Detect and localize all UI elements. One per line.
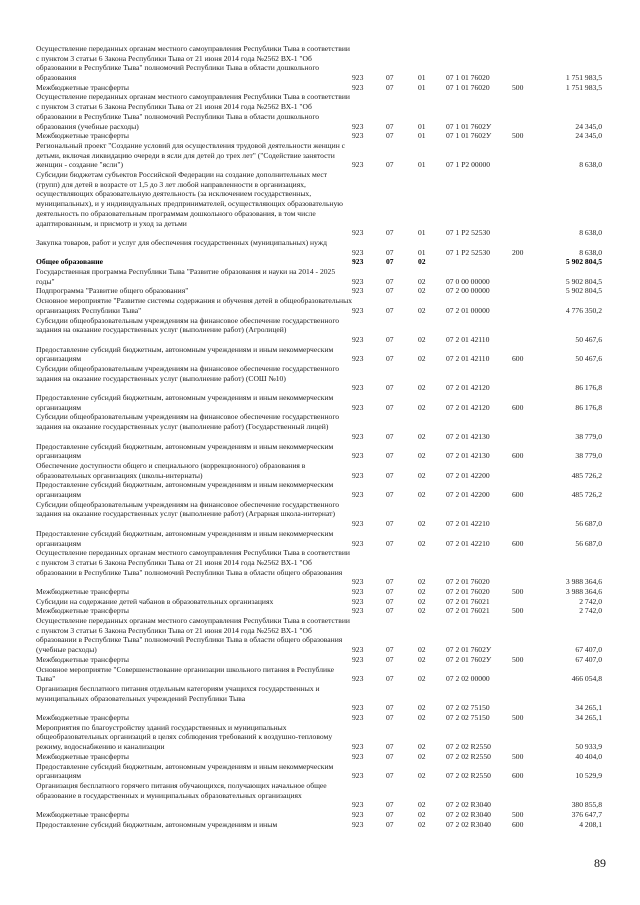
table-row <box>0 655 640 665</box>
table-row <box>0 316 640 345</box>
row-name: Межбюджетные трансферты <box>36 82 129 92</box>
row-subsection: 02 <box>418 490 426 500</box>
table-row <box>0 781 640 810</box>
row-name: Субсидии общеобразовательным учреждениям на финансовое обеспечение государственного задания на оказание государственных услуг (выполнение работ) (СОШ №10) <box>36 363 340 383</box>
row-subsection: 02 <box>418 305 426 315</box>
table-row <box>0 752 640 762</box>
table-row <box>0 131 640 141</box>
row-target-article: 07 1 01 7602У <box>446 121 492 131</box>
row-grbs: 923 <box>352 305 364 315</box>
row-subsection: 02 <box>418 800 426 810</box>
row-amount: 5 902 804,5 <box>565 276 602 286</box>
row-amount: 67 407,0 <box>575 645 602 655</box>
row-grbs: 923 <box>352 131 364 141</box>
table-row <box>0 529 640 548</box>
row-grbs: 923 <box>352 538 364 548</box>
row-section: 07 <box>386 751 394 761</box>
row-grbs: 923 <box>352 160 364 170</box>
table-row <box>0 480 640 499</box>
row-expense-type: 600 <box>512 538 524 548</box>
row-section: 07 <box>386 742 394 752</box>
row-name: Предоставление субсидий бюджетным, автономным учреждениям и иным некоммерческим организациям <box>36 480 334 500</box>
row-amount: 86 176,8 <box>575 402 602 412</box>
table-row <box>0 684 640 713</box>
row-section: 07 <box>386 451 394 461</box>
row-target-article: 07 2 01 42110 <box>446 334 490 344</box>
row-amount: 34 265,1 <box>575 703 602 713</box>
table-row <box>0 597 640 607</box>
row-subsection: 01 <box>418 73 426 83</box>
row-subsection: 02 <box>418 810 426 819</box>
row-name: Подпрограмма "Развитие общего образования" <box>36 286 189 296</box>
row-amount: 1 751 983,5 <box>565 73 602 83</box>
row-section: 07 <box>386 383 394 393</box>
row-section: 07 <box>386 354 394 364</box>
row-subsection: 02 <box>418 606 426 616</box>
table-row <box>0 267 640 286</box>
table-row <box>0 170 640 238</box>
row-section: 07 <box>386 470 394 480</box>
table-row <box>0 665 640 684</box>
table-row <box>0 616 640 655</box>
row-grbs: 923 <box>352 742 364 752</box>
row-subsection: 02 <box>418 257 426 267</box>
row-name: Субсидии общеобразовательным учреждениям на финансовое обеспечение государственного задания на оказание государственных услуг (выполнение работ) (Аграрная школа-интернат) <box>36 499 340 519</box>
row-grbs: 923 <box>352 354 364 364</box>
row-subsection: 02 <box>418 538 426 548</box>
row-grbs: 923 <box>352 470 364 480</box>
table-row <box>0 500 640 529</box>
table-row <box>0 364 640 393</box>
table-row <box>0 286 640 296</box>
row-grbs: 923 <box>352 228 364 238</box>
row-name: Предоставление субсидий бюджетным, автономным учреждениям и иным некоммерческим организациям <box>36 441 334 461</box>
row-target-article: 07 2 01 00000 <box>446 305 490 315</box>
row-target-article: 07 2 02 R3040 <box>446 800 491 810</box>
row-name: Межбюджетные трансферты <box>36 810 129 819</box>
row-amount: 8 638,0 <box>579 247 602 257</box>
row-grbs: 923 <box>352 402 364 412</box>
table-row <box>0 412 640 441</box>
row-target-article: 07 2 02 00000 <box>446 674 490 684</box>
table-row <box>0 296 640 315</box>
table-row <box>0 713 640 723</box>
row-target-article: 07 1 P2 52530 <box>446 228 491 238</box>
row-grbs: 923 <box>352 334 364 344</box>
row-amount: 56 687,0 <box>575 538 602 548</box>
row-target-article: 07 1 P2 52530 <box>446 247 491 257</box>
row-subsection: 02 <box>418 577 426 587</box>
row-name: Субсидии бюджетам субъектов Российской Федерации на создание дополнительных мест (групп) для детей в возрасте от 1,5 до 3 лет любой направленности в организациях, осуществляющих образовательную деятельность (за исключением государственных, муниципальных), и у индивидуальных предпринимателей, осуществляющих образовательную деятельность по образовательным программам дошкольного образования, в том числе адаптированным, и присмотр и уход за детьми <box>36 170 343 228</box>
row-target-article: 07 2 01 42210 <box>446 519 490 529</box>
row-name: Межбюджетные трансферты <box>36 654 129 664</box>
row-grbs: 923 <box>352 596 364 606</box>
row-subsection: 02 <box>418 519 426 529</box>
row-expense-type: 500 <box>512 713 524 723</box>
row-amount: 50 467,6 <box>575 354 602 364</box>
row-grbs: 923 <box>352 286 364 296</box>
row-expense-type: 600 <box>512 354 524 364</box>
row-amount: 5 902 804,5 <box>565 286 602 296</box>
row-grbs: 923 <box>352 703 364 713</box>
table-row <box>0 345 640 364</box>
row-section: 07 <box>386 160 394 170</box>
row-subsection: 01 <box>418 131 426 141</box>
row-name: Основное мероприятие "Развитие системы содержания и обучения детей в общеобразовательных организациях Республики Тыва" <box>36 296 353 315</box>
row-amount: 24 345,0 <box>575 131 602 141</box>
row-section: 07 <box>386 819 394 829</box>
table-row <box>0 92 640 131</box>
page-number: 89 <box>594 856 606 870</box>
row-subsection: 02 <box>418 334 426 344</box>
row-expense-type: 500 <box>512 751 524 761</box>
row-target-article: 07 1 01 7602У <box>446 131 492 141</box>
row-subsection: 02 <box>418 431 426 441</box>
row-grbs: 923 <box>352 810 364 819</box>
row-name: Организация бесплатного горячего питания обучающихся, получающих начальное общее образование в государственных и муниципальных образовательных организациях <box>36 780 327 800</box>
row-name: Предоставление субсидий бюджетным, автономным учреждениям и иным некоммерческим организациям <box>36 393 334 412</box>
row-subsection: 02 <box>418 470 426 480</box>
row-name: Межбюджетные трансферты <box>36 713 129 723</box>
row-section: 07 <box>386 810 394 819</box>
row-grbs: 923 <box>352 606 364 616</box>
row-subsection: 02 <box>418 451 426 461</box>
row-subsection: 01 <box>418 82 426 92</box>
row-section: 07 <box>386 247 394 257</box>
row-name: Межбюджетные трансферты <box>36 606 129 616</box>
row-amount: 3 988 364,6 <box>565 587 602 597</box>
row-amount: 2 742,0 <box>579 606 602 616</box>
row-expense-type: 500 <box>512 654 524 664</box>
table-row <box>0 461 640 480</box>
table-row <box>0 723 640 752</box>
row-name: Предоставление субсидий бюджетным, автономным учреждениям и иным некоммерческим организациям <box>36 528 334 548</box>
row-subsection: 02 <box>418 276 426 286</box>
row-expense-type: 500 <box>512 587 524 597</box>
row-amount: 50 933,9 <box>575 742 602 752</box>
row-section: 07 <box>386 645 394 655</box>
row-section: 07 <box>386 519 394 529</box>
row-name: Межбюджетные трансферты <box>36 131 129 141</box>
row-section: 07 <box>386 276 394 286</box>
row-amount: 67 407,0 <box>575 654 602 664</box>
row-grbs: 923 <box>352 247 364 257</box>
row-grbs: 923 <box>352 431 364 441</box>
row-subsection: 02 <box>418 402 426 412</box>
row-target-article: 07 2 02 R3040 <box>446 810 491 819</box>
row-name: Предоставление субсидий бюджетным, автономным учреждениям и иным <box>36 819 278 829</box>
row-grbs: 923 <box>352 276 364 286</box>
row-subsection: 02 <box>418 654 426 664</box>
row-section: 07 <box>386 800 394 810</box>
row-name: Межбюджетные трансферты <box>36 751 129 761</box>
row-amount: 380 855,8 <box>571 800 602 810</box>
row-name: Субсидии общеобразовательным учреждениям на финансовое обеспечение государственного задания на оказание государственных услуг (выполнение работ) (Агролицей) <box>36 315 340 335</box>
row-grbs: 923 <box>352 713 364 723</box>
row-name: Осуществление переданных органам местного самоуправления Республики Тыва в соответствии с пунктом 3 статьи 6 Закона Республики Тыва от 21 июня 2014 года №2562 ВХ-1 "Об образовании в Республике Тыва" полномочий Республики Тыва в области общего образования <box>36 548 350 577</box>
table-row <box>0 257 640 267</box>
row-amount: 3 988 364,6 <box>565 577 602 587</box>
row-section: 07 <box>386 606 394 616</box>
row-amount: 10 529,9 <box>575 771 602 781</box>
row-amount: 40 404,0 <box>575 751 602 761</box>
row-expense-type: 600 <box>512 771 524 781</box>
row-name: Региональный проект "Создание условий для осуществления трудовой деятельности женщин с детьми, включая ликвидацию очереди в ясли для детей до трех лет" ("Содействие занятости женщин - создание "ясли") <box>36 140 346 170</box>
row-name: Осуществление переданных органам местного самоуправления Республики Тыва в соответствии с пунктом 3 статьи 6 Закона Республики Тыва от 21 июня 2014 года №2562 ВХ-1 "Об образовании в Республике Тыва" полномочий Республики Тыва в области дошкольного образования <box>36 44 350 83</box>
row-section: 07 <box>386 431 394 441</box>
row-section: 07 <box>386 82 394 92</box>
row-section: 07 <box>386 131 394 141</box>
row-subsection: 02 <box>418 596 426 606</box>
row-amount: 38 779,0 <box>575 431 602 441</box>
row-target-article: 07 1 P2 00000 <box>446 160 491 170</box>
table-row <box>0 238 640 257</box>
row-grbs: 923 <box>352 577 364 587</box>
row-grbs: 923 <box>352 257 364 267</box>
row-name: Закупка товаров, работ и услуг для обеспечения государственных (муниципальных) нужд <box>36 237 327 247</box>
table-row <box>0 587 640 597</box>
row-grbs: 923 <box>352 800 364 810</box>
row-grbs: 923 <box>352 819 364 829</box>
row-target-article: 07 2 01 42130 <box>446 451 490 461</box>
row-target-article: 07 2 01 76021 <box>446 596 490 606</box>
row-grbs: 923 <box>352 383 364 393</box>
row-amount: 466 054,8 <box>571 674 602 684</box>
row-subsection: 02 <box>418 354 426 364</box>
row-subsection: 01 <box>418 247 426 257</box>
row-grbs: 923 <box>352 751 364 761</box>
row-target-article: 07 2 01 42210 <box>446 538 490 548</box>
row-grbs: 923 <box>352 645 364 655</box>
row-grbs: 923 <box>352 121 364 131</box>
row-subsection: 02 <box>418 751 426 761</box>
row-name: Межбюджетные трансферты <box>36 587 129 597</box>
row-grbs: 923 <box>352 654 364 664</box>
row-target-article: 07 2 01 42200 <box>446 490 490 500</box>
row-name: Предоставление субсидий бюджетным, автономным учреждениям и иным некоммерческим организациям <box>36 344 334 364</box>
row-subsection: 02 <box>418 771 426 781</box>
row-grbs: 923 <box>352 519 364 529</box>
row-name: Общее образование <box>36 257 104 267</box>
row-amount: 376 647,7 <box>571 810 602 819</box>
row-target-article: 07 2 01 76020 <box>446 577 490 587</box>
row-section: 07 <box>386 402 394 412</box>
row-subsection: 02 <box>418 742 426 752</box>
row-section: 07 <box>386 73 394 83</box>
row-section: 07 <box>386 334 394 344</box>
row-amount: 24 345,0 <box>575 121 602 131</box>
row-target-article: 07 2 01 42200 <box>446 470 490 480</box>
row-subsection: 02 <box>418 587 426 597</box>
row-amount: 1 751 983,5 <box>565 82 602 92</box>
table-row <box>0 548 640 587</box>
row-amount: 86 176,8 <box>575 383 602 393</box>
row-target-article: 07 2 02 R2550 <box>446 771 491 781</box>
row-target-article: 07 2 02 R2550 <box>446 742 491 752</box>
row-section: 07 <box>386 674 394 684</box>
row-name: Субсидии общеобразовательным учреждениям на финансовое обеспечение государственного задания на оказание государственных услуг (выполнение работ) (Государственный лицей) <box>36 412 340 432</box>
row-subsection: 02 <box>418 383 426 393</box>
row-target-article: 07 2 01 76021 <box>446 606 490 616</box>
row-section: 07 <box>386 538 394 548</box>
row-section: 07 <box>386 713 394 723</box>
row-amount: 485 726,2 <box>571 490 602 500</box>
row-grbs: 923 <box>352 451 364 461</box>
row-section: 07 <box>386 771 394 781</box>
row-expense-type: 500 <box>512 82 524 92</box>
row-grbs: 923 <box>352 82 364 92</box>
row-target-article: 07 2 02 75150 <box>446 713 490 723</box>
row-name: Осуществление переданных органам местного самоуправления Республики Тыва в соответствии с пунктом 3 статьи 6 Закона Республики Тыва от 21 июня 2014 года №2562 ВХ-1 "Об образовании в Республике Тыва" полномочий Республики Тыва в области общего образования (учебные расходы) <box>36 616 350 655</box>
row-section: 07 <box>386 286 394 296</box>
table-row <box>0 442 640 461</box>
row-expense-type: 600 <box>512 402 524 412</box>
row-expense-type: 500 <box>512 131 524 141</box>
row-name: Основное мероприятие "Совершенствование организации школьного питания в Республике Тыва" <box>36 664 334 684</box>
row-grbs: 923 <box>352 490 364 500</box>
row-subsection: 02 <box>418 286 426 296</box>
row-target-article: 07 2 01 7602У <box>446 645 492 655</box>
row-name: Организация бесплатного питания отдельным категориям учащихся государственных и муниципальных образовательных учреждений Республики Тыва <box>36 683 320 703</box>
table-row <box>0 44 640 83</box>
row-grbs: 923 <box>352 587 364 597</box>
row-subsection: 02 <box>418 645 426 655</box>
row-expense-type: 600 <box>512 490 524 500</box>
row-subsection: 02 <box>418 713 426 723</box>
row-expense-type: 500 <box>512 810 524 819</box>
row-name: Осуществление переданных органам местного самоуправления Республики Тыва в соответствии с пунктом 3 статьи 6 Закона Республики Тыва от 21 июня 2014 года №2562 ВХ-1 "Об образовании в Республике Тыва" полномочий Республики Тыва в области дошкольного образования (учебные расходы) <box>36 92 350 131</box>
row-target-article: 07 0 00 00000 <box>446 276 490 286</box>
row-subsection: 02 <box>418 819 426 829</box>
row-expense-type: 600 <box>512 819 524 829</box>
row-amount: 8 638,0 <box>579 160 602 170</box>
row-subsection: 02 <box>418 674 426 684</box>
row-amount: 4 208,1 <box>579 819 602 829</box>
row-expense-type: 600 <box>512 451 524 461</box>
row-target-article: 07 2 01 42110 <box>446 354 490 364</box>
row-target-article: 07 2 01 42120 <box>446 383 490 393</box>
row-target-article: 07 2 00 00000 <box>446 286 490 296</box>
row-amount: 5 902 804,5 <box>565 257 602 267</box>
row-subsection: 01 <box>418 160 426 170</box>
row-amount: 38 779,0 <box>575 451 602 461</box>
row-grbs: 923 <box>352 674 364 684</box>
table-row <box>0 762 640 781</box>
row-grbs: 923 <box>352 73 364 83</box>
row-target-article: 07 2 02 R2550 <box>446 751 491 761</box>
row-section: 07 <box>386 587 394 597</box>
row-expense-type: 200 <box>512 247 524 257</box>
row-target-article: 07 2 02 R3040 <box>446 819 491 829</box>
row-section: 07 <box>386 654 394 664</box>
row-name: Субсидии на содержание детей чабанов в образовательных организациях <box>36 596 274 606</box>
table-row <box>0 393 640 412</box>
row-subsection: 01 <box>418 228 426 238</box>
row-target-article: 07 2 01 7602У <box>446 654 492 664</box>
row-section: 07 <box>386 257 394 267</box>
row-amount: 2 742,0 <box>579 596 602 606</box>
table-row <box>0 820 640 830</box>
row-section: 07 <box>386 596 394 606</box>
row-target-article: 07 2 02 75150 <box>446 703 490 713</box>
row-subsection: 02 <box>418 703 426 713</box>
row-target-article: 07 2 01 42130 <box>446 431 490 441</box>
row-target-article: 07 2 01 42120 <box>446 402 490 412</box>
table-row <box>0 83 640 93</box>
row-amount: 4 776 350,2 <box>565 305 602 315</box>
row-name: Предоставление субсидий бюджетным, автономным учреждениям и иным некоммерческим организациям <box>36 761 334 781</box>
row-amount: 50 467,6 <box>575 334 602 344</box>
row-section: 07 <box>386 121 394 131</box>
row-expense-type: 500 <box>512 606 524 616</box>
row-target-article: 07 1 01 76020 <box>446 82 490 92</box>
row-amount: 34 265,1 <box>575 713 602 723</box>
row-name: Обеспечение доступности общего и специального (коррекционного) образования в образовательных организациях (школы-интернаты) <box>36 460 306 480</box>
row-target-article: 07 2 01 76020 <box>446 587 490 597</box>
table-row <box>0 141 640 170</box>
row-section: 07 <box>386 228 394 238</box>
row-section: 07 <box>386 703 394 713</box>
row-grbs: 923 <box>352 771 364 781</box>
row-name: Мероприятия по благоустройству зданий государственных и муниципальных общеобразовательных организаций в целях соблюдения требований к воздушно-тепловому режиму, водоснабжению и канализации <box>36 722 333 752</box>
table-row <box>0 810 640 820</box>
row-section: 07 <box>386 577 394 587</box>
row-section: 07 <box>386 490 394 500</box>
row-name: Государственная программа Республики Тыва "Развитие образования и науки на 2014 - 2025 годы" <box>36 267 336 286</box>
row-amount: 485 726,2 <box>571 470 602 480</box>
budget-table <box>0 44 640 829</box>
row-section: 07 <box>386 305 394 315</box>
row-target-article: 07 1 01 76020 <box>446 73 490 83</box>
table-row <box>0 606 640 616</box>
row-amount: 56 687,0 <box>575 519 602 529</box>
row-amount: 8 638,0 <box>579 228 602 238</box>
row-subsection: 01 <box>418 121 426 131</box>
